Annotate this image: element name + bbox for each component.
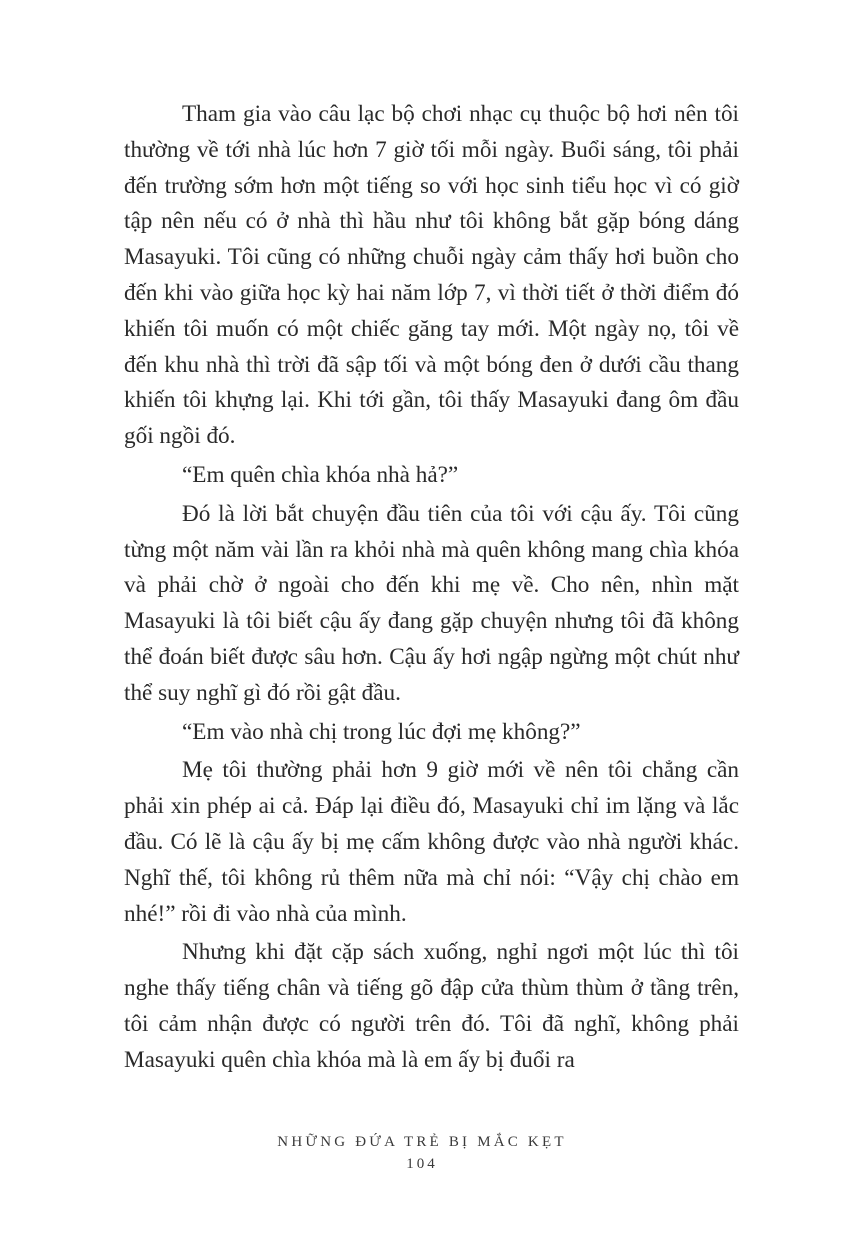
- footer-page-number: 104: [406, 1156, 438, 1172]
- paragraph-6: Nhưng khi đặt cặp sách xuống, nghỉ ngơi một lúc thì tôi nghe thấy tiếng chân và tiếng gõ đập cửa thùm thùm ở tầng trên, tôi cảm nhận được có người trên đó. Tôi đã nghĩ, không phải Masayuki quên chìa khóa mà là em ấy bị đuổi ra: [124, 939, 739, 1073]
- paragraph-1: Tham gia vào câu lạc bộ chơi nhạc cụ thuộc bộ hơi nên tôi thường về tới nhà lúc hơn 7 giờ tối mỗi ngày. Buổi sáng, tôi phải đến trường sớm hơn một tiếng so với học sinh tiểu học vì có giờ tập nên nếu có ở nhà thì hầu như tôi không bắt gặp bóng dáng Masayuki. Tôi cũng có những chuỗi ngày cảm thấy hơi buồn cho đến khi vào giữa học kỳ hai năm lớp 7, vì thời tiết ở thời điểm đó khiến tôi muốn có một chiếc găng tay mới. Một ngày nọ, tôi về đến khu nhà thì trời đã sập tối và một bóng đen ở dưới cầu thang khiến tôi khựng lại. Khi tới gần, tôi thấy Masayuki đang ôm đầu gối ngồi đó.: [124, 101, 739, 450]
- paragraph-3: Đó là lời bắt chuyện đầu tiên của tôi với cậu ấy. Tôi cũng từng một năm vài lần ra khỏi nhà mà quên không mang chìa khóa và phải chờ ở ngoài cho đến khi mẹ về. Cho nên, nhìn mặt Masayuki là tôi biết cậu ấy đang gặp chuyện nhưng tôi đã không thể đoán biết được sâu hơn. Cậu ấy hơi ngập ngừng một chút như thể suy nghĩ gì đó rồi gật đầu.: [124, 500, 739, 706]
- page-body: [124, 97, 739, 1082]
- paragraph-2: “Em quên chìa khóa nhà hả?”: [182, 461, 459, 488]
- paragraph-5: Mẹ tôi thường phải hơn 9 giờ mới về nên tôi chẳng cần phải xin phép ai cả. Đáp lại điều đó, Masayuki chỉ im lặng và lắc đầu. Có lẽ là cậu ấy bị mẹ cấm không được vào nhà người khác. Nghĩ thế, tôi không rủ thêm nữa mà chỉ nói: “Vậy chị chào em nhé!” rồi đi vào nhà của mình.: [124, 757, 739, 927]
- paragraph-4: “Em vào nhà chị trong lúc đợi mẹ không?”: [182, 718, 581, 745]
- footer-book-title: NHỮNG ĐỨA TRẺ BỊ MẮC KẸT: [277, 1134, 567, 1150]
